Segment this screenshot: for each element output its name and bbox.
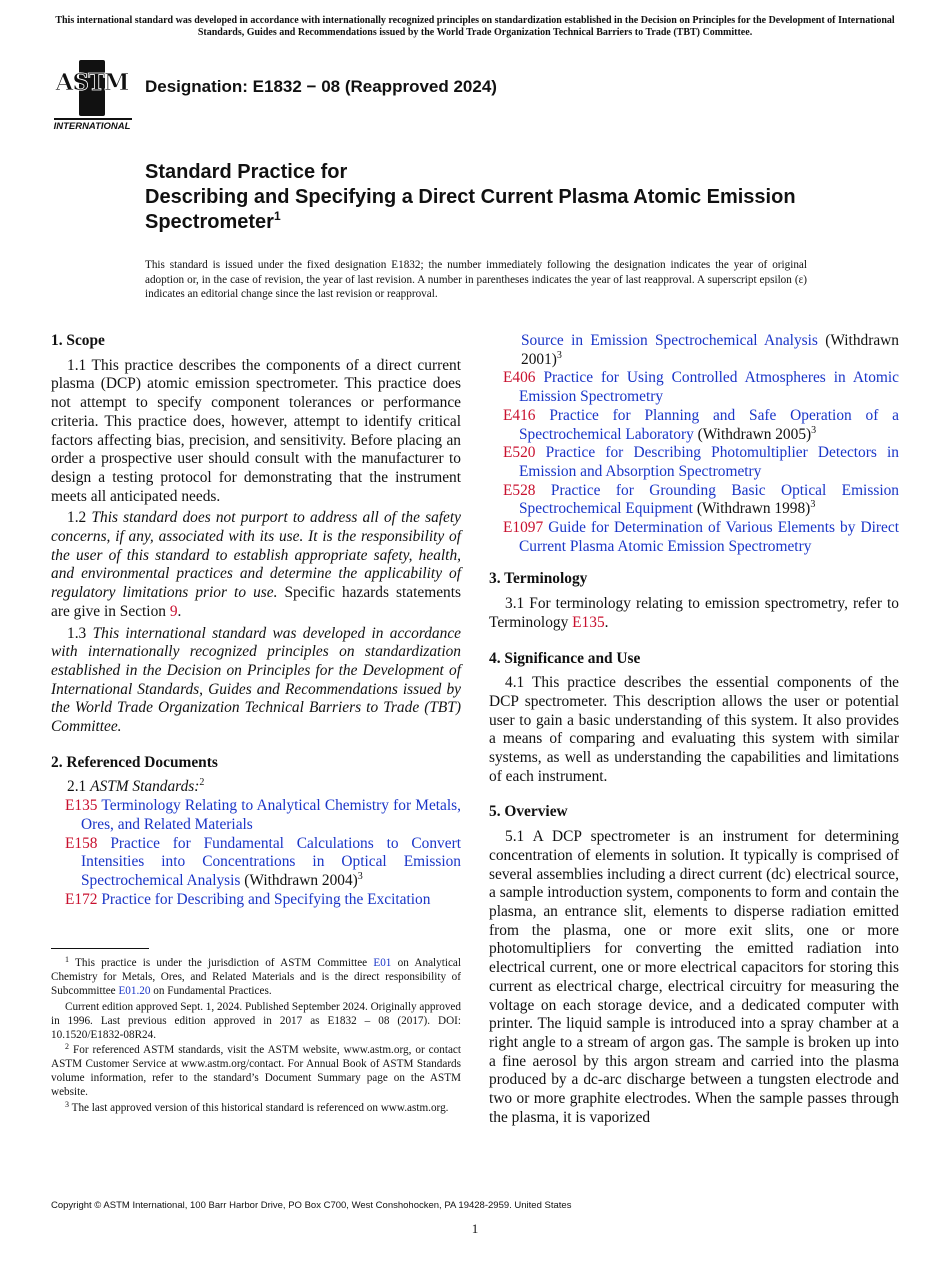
title-main bbox=[145, 185, 865, 235]
astm-logo-icon bbox=[52, 56, 134, 132]
ref-item[interactable]: E406 Practice for Using Controlled Atmospheres in Atomic Emission Spectrometry bbox=[503, 369, 899, 406]
designation: Designation: E1832 − 08 (Reapproved 2024) bbox=[145, 77, 497, 96]
scope-p1: 1.1 This practice describes the components of a direct current plasma (DCP) atomic emission spectrometer. This practice does not attempt to specify component tolerances or performance criteria. This practice does, however, attempt to identify critical factors affecting bias, precision, and sensitivity. Before placing an order a prospective user should consult with the manufacturer to design a testing protocol for demonstrating that the instrument meets all anticipated needs. bbox=[51, 356, 461, 505]
ref-item[interactable]: E528 Practice for Grounding Basic Optical Emission Spectrochemical Equipment (Withdrawn 1998)$^3$ bbox=[503, 481, 899, 518]
footnote-3: $^3$ The last approved version of this historical standard is referenced on www.astm.org. bbox=[65, 1100, 449, 1115]
section-9-link[interactable]: 9 bbox=[169, 602, 178, 620]
logo-caption: INTERNATIONAL bbox=[53, 121, 131, 132]
copyright: Copyright © ASTM International, 100 Barr Harbor Drive, PO Box C700, West Conshohocken, PA 19428-2959. United States bbox=[51, 1200, 572, 1211]
left-column bbox=[51, 332, 461, 909]
title-footnote-mark[interactable]: 1 bbox=[273, 209, 281, 223]
footnote-1: $^1$ This practice is under the jurisdiction of ASTM Committee E01 on Analytical Chemistry for Metals, Ores, and Related Materials and is the direct responsibility of Subcommittee E01.20 on Fundamental Practices. bbox=[51, 955, 461, 997]
scope-p2: 1.2 This standard does not purport to address all of the safety concerns, if any, associated with its use. It is the responsibility of the user of this standard to establish appropriate safety, health, and environmental practices and determine the applicability of regulatory limitations prior to use. Specific hazards statements are give in Section 9. bbox=[51, 509, 461, 620]
footnotes bbox=[51, 948, 461, 1118]
wto-notice: This international standard was developed in accordance with internationally recognized principles on standardization established in the Decision on Principles for the Development of International Standards, Guides and Recommendations issued by the World Trade Organization Technical Barriers to Trade (TBT) Committee. bbox=[55, 15, 895, 38]
ref-item[interactable]: E520 Practice for Describing Photomultiplier Detectors in Emission and Absorption Spectrometry bbox=[503, 444, 899, 480]
issue-note: This standard is issued under the fixed designation E1832; the number immediately following the designation indicates the year of original adoption or, in the case of revision, the year of last revision. A number in parentheses indicates the year of last reapproval. A superscript epsilon (ε) indicates an editorial change since the last revision or reapproval. bbox=[145, 259, 807, 300]
scope-p3: 1.3 This international standard was developed in accordance with internationally recognized principles on standardization established in the Decision on Principles for the Development of International Standards, Guides and Recommendations issued by the World Trade Organization Technical Barriers to Trade (TBT) Committee. bbox=[51, 624, 461, 736]
committee-e01-link[interactable]: E01 bbox=[373, 957, 392, 969]
section-referenced-heading: 2. Referenced Documents bbox=[51, 753, 218, 771]
significance-p1: 4.1 This practice describes the essential components of the DCP spectrometer. This description allows the user or potential user to gain a basic understanding of this system. It also provides a means of comparing and evaluating this system with similar systems, as well as understanding the capabilities and limitations of each instrument. bbox=[489, 674, 899, 785]
ref-e172-continued[interactable]: Source in Emission Spectrochemical Analysis (Withdrawn 2001)$^3$ bbox=[521, 332, 899, 368]
terminology-p1: 3.1 For terminology relating to emission spectrometry, refer to Terminology E135. bbox=[489, 595, 899, 631]
right-column bbox=[489, 332, 899, 1130]
subcommittee-e0120-link[interactable]: E01.20 bbox=[118, 984, 151, 997]
astm-standards-label: 2.1 ASTM Standards:$^2$ bbox=[67, 777, 205, 796]
ref-e172-title-part1[interactable]: Practice for Describing and Specifying the Excitation bbox=[101, 890, 431, 908]
page-number: 1 bbox=[471, 1221, 479, 1236]
ref-item[interactable]: E416 Practice for Planning and Safe Operation of a Spectrochemical Laboratory (Withdrawn 2005)$^3$ bbox=[503, 406, 899, 443]
ref-item[interactable]: E135 Terminology Relating to Analytical Chemistry for Metals, Ores, and Related Materials bbox=[65, 797, 462, 833]
section-significance-heading: 4. Significance and Use bbox=[489, 649, 641, 667]
section-scope-heading: 1. Scope bbox=[51, 332, 105, 349]
terminology-e135-link[interactable]: E135 bbox=[572, 613, 605, 631]
astm-logo bbox=[52, 56, 134, 132]
ref-item[interactable]: E158 Practice for Fundamental Calculations to Convert Intensities into Concentrations in Optical Emission Spectrochemical Analysis (Withdrawn 2004)$^3$ bbox=[65, 834, 461, 889]
footnote-rule bbox=[51, 948, 149, 949]
logo-letters: ASTM bbox=[55, 69, 129, 96]
document-title bbox=[145, 160, 865, 235]
ref-item[interactable]: E172 Practice for Describing and Specifying the Excitation bbox=[65, 890, 431, 908]
footnote-2: $^2$ For referenced ASTM standards, visit the ASTM website, www.astm.org, or contact ASTM Customer Service at www.astm.org/contact. For Annual Book of ASTM Standards volume information, refer to the standard’s Document Summary page on the ASTM website. bbox=[51, 1042, 461, 1099]
overview-p1: 5.1 A DCP spectrometer is an instrument for determining concentration of elements in solution. It typically is comprised of several assemblies including a direct current (dc) electrical source, a sample introduction system, components to form and contain the plasma, an entrance slit, elements to disperse radiation emitted from the plasma, one or more exit slits, one or more photomultipliers for converting the emitted radiation into electrical current, one or more electrical capacitors for storing this current as electrical charge, electrical circuitry for measuring the voltage on each storage device, and a dedicated computer with printer. The liquid sample is introduced into a spray chamber at a right angle to a stream of argon gas. The sample is broken up into a fine aerosol by this argon stream and carried into the plasma produced by a dc-arc discharge between a tungsten electrode and two or more graphite electrodes. When the sample passes through the plasma, it is vaporized bbox=[489, 828, 899, 1126]
ref-item[interactable]: E1097 Guide for Determination of Various Elements by Direct Current Plasma Atomic Emission Spectrometry bbox=[503, 519, 899, 555]
footnote-edition: Current edition approved Sept. 1, 2024. Published September 2024. Originally approved in 1996. Last previous edition approved in 2017 as E1832 – 08 (2017). DOI: 10.1520/E1832-08R24. bbox=[51, 1000, 461, 1041]
title-line2: Describing and Specifying a Direct Current Plasma Atomic Emission Spectrometer bbox=[145, 186, 796, 233]
section-terminology-heading: 3. Terminology bbox=[489, 570, 588, 588]
section-overview-heading: 5. Overview bbox=[489, 803, 568, 821]
title-line1: Standard Practice for bbox=[145, 161, 348, 183]
